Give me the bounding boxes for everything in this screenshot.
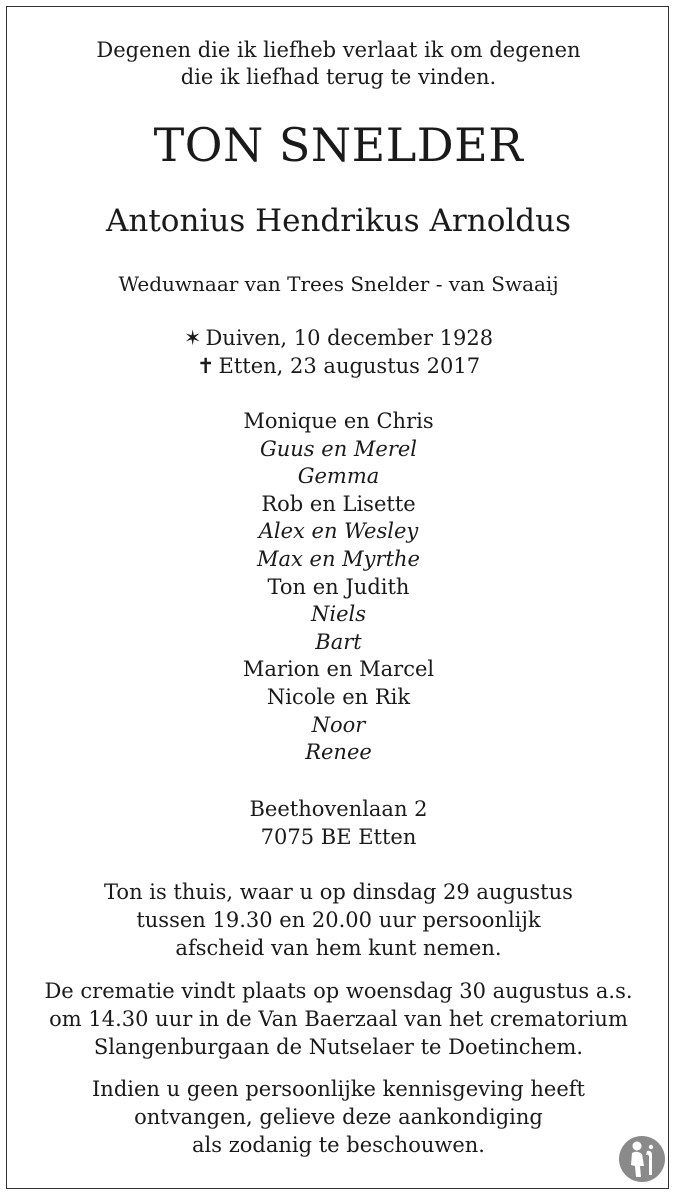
cremation-line-3: Slangenburgaan de Nutselaer te Doetinchem. [93,1035,584,1059]
visitation-line-1: Ton is thuis, waar u op dinsdag 29 augustus [104,880,573,904]
deceased-relation: Weduwnaar van Trees Snelder - van Swaaij [118,272,559,296]
elderly-figure-logo-icon [618,1135,666,1183]
notice-line-1: Indien u geen persoonlijke kennisgeving heeft [92,1077,585,1101]
family-member-line: Marion en Marcel [242,657,435,682]
family-member-line: Ton en Judith [267,574,410,599]
birth-text: Duiven, 10 december 1928 [205,326,494,350]
family-member-line: Noor [311,712,366,737]
visitation-line-3: afscheid van hem kunt nemen. [175,936,502,960]
notice-line-2: ontvangen, gelieve deze aankondiging [134,1105,543,1129]
death-line [0,354,677,378]
family-member-line: Gemma [297,464,380,489]
deceased-name: TON SNELDER [153,118,524,172]
address-city: 7075 BE Etten [260,825,417,849]
family-member-line: Niels [310,602,366,627]
notice-line-3: als zodanig te beschouwen. [192,1133,485,1157]
deceased-full-name: Antonius Hendrikus Arnoldus [106,203,571,239]
family-member-line: Nicole en Rik [266,685,411,709]
star-icon: ✶ [183,326,202,350]
family-member-line: Monique en Chris [243,409,434,433]
death-text: Etten, 23 augustus 2017 [218,354,481,378]
cremation-line-2: om 14.30 uur in de Van Baerzaal van het crematorium [49,1007,628,1031]
quote-line-1: Degenen die ik liefheb verlaat ik om degenen [96,38,581,62]
family-member-line: Renee [305,740,372,765]
quote-line-2: die ik liefhad terug te vinden. [180,65,497,89]
family-member-line: Max en Myrthe [257,547,420,571]
birth-line [0,326,677,350]
cross-icon: ✝ [196,354,215,378]
family-member-line: Bart [315,629,362,654]
cremation-line-1: De crematie vindt plaats op woensdag 30 augustus a.s. [44,979,633,1003]
family-member-line: Guus en Merel [259,436,418,461]
address-street: Beethovenlaan 2 [249,797,428,821]
visitation-line-2: tussen 19.30 en 20.00 uur persoonlijk [136,908,541,932]
family-member-line: Alex en Wesley [258,519,419,544]
family-member-line: Rob en Lisette [261,491,416,516]
